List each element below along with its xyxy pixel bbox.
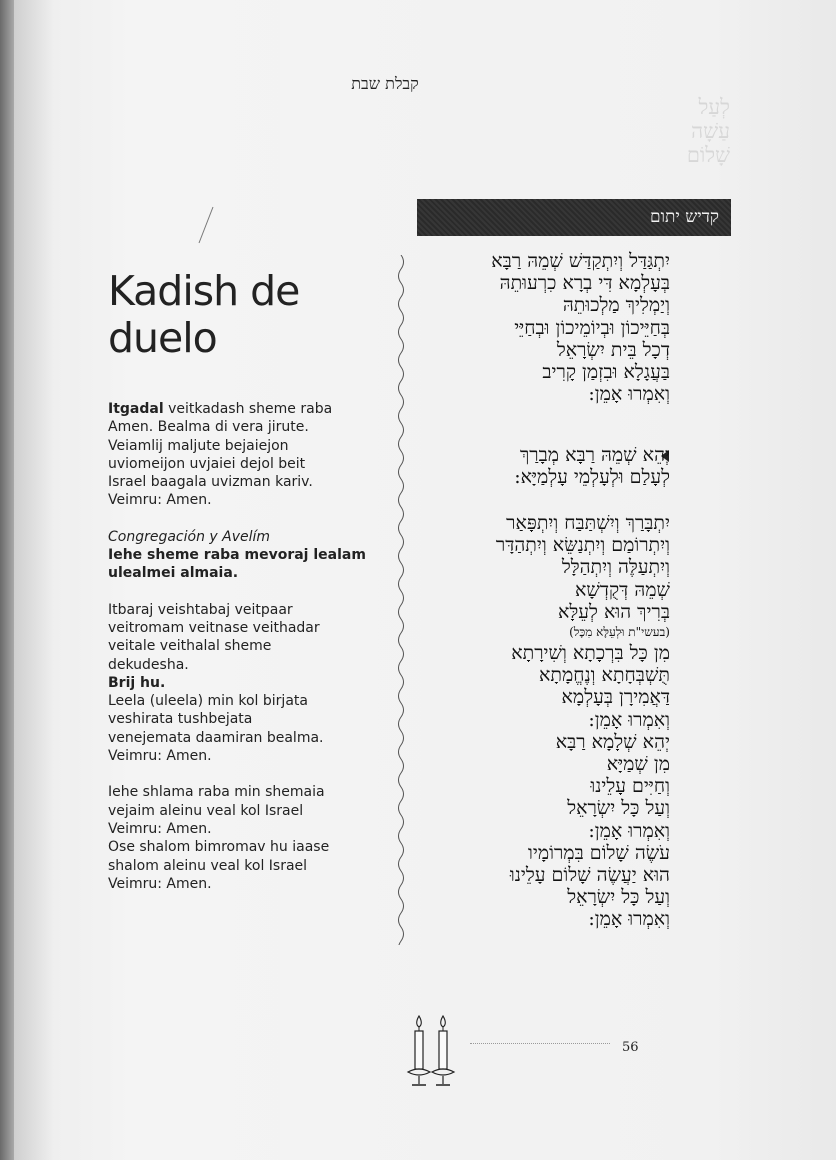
congregation-label: Congregación y Avelím [108,528,271,545]
verse-line: vejaim aleinu veal kol Israel [108,802,304,819]
hebrew-line: יִתְגַּדַּל וְיִתְקַדַּשׁ שְׁמֵהּ רַבָּא [491,250,670,272]
hebrew-line: תֻּשְׁבְּחָתָא וְנֶחֱמָתָא [538,664,670,687]
verse-line: veitkadash sheme raba [163,401,333,417]
hebrew-line: בַּעֲגָלָא וּבִזְמַן קָרִיב [542,361,670,384]
hebrew-line: וְאִמְרוּ אָמֵן: [588,819,670,842]
hebrew-line: הוּא יַעֲשֶׂה שָׁלוֹם עָלֵינוּ [509,864,670,887]
title-line-2: duelo [108,314,217,362]
hebrew-line: וְאִמְרוּ אָמֵן: [588,908,670,931]
candles-icon [404,1010,460,1088]
hebrew-line: וְיִתְעַלֶּה וְיִתְהַלָּל [561,556,670,579]
hebrew-line: בְּחַיֵּיכוֹן וּבְיוֹמֵיכוֹן וּבְחַיֵּי [514,316,670,339]
running-header: קבלת שבת [351,74,419,93]
hebrew-line: יְהֵא שְׁלָמָא רַבָּא [555,730,670,753]
hebrew-note: (בעשי"ת וּלְעֵלָּא מִכָּל) [569,625,670,640]
verse-block-3 [108,601,383,766]
hebrew-line: לְעָלַם וּלְעָלְמֵי עָלְמַיָּא: [514,466,670,489]
hebrew-line: שְׁמֵהּ דְּקֻדְשָׁא [575,578,670,601]
verse-line: veitale veithalal sheme [108,638,272,655]
verse-line: Iehe shlama raba min shemaia [108,784,325,801]
verse-line: shalom aleinu veal kol Israel [108,857,308,874]
hebrew-line: עֹשֶׂה שָׁלוֹם בִּמְרוֹמָיו [528,841,670,864]
hebrew-line: בְּעָלְמָא דִּי בְרָא כִרְעוּתֵהּ [499,272,670,295]
verse-line: veshirata tushbejata [108,711,253,728]
verse-line: Veiamlij maljute bejaiejon [108,437,289,454]
verse-line: Amen. Bealma di vera jirute. [108,419,309,436]
page-title [108,268,368,362]
transliteration-column [108,400,383,893]
hebrew-line: וְעַל כָּל יִשְׂרָאֵל [567,797,670,820]
hebrew-line: וְאִמְרוּ אָמֵן: [588,708,670,731]
hebrew-line: וְאִמְרוּ אָמֵן: [588,383,670,406]
page-number: 56 [622,1040,639,1055]
bleed-through-text: לְעַל עַשָׁה שָׁלוֹם [686,95,730,167]
hebrew-line: וְחַיִּים עָלֵינוּ [590,775,670,798]
section-header-bar [417,199,731,236]
hebrew-paragraph-2 [420,444,670,488]
verse-first-word: Itgadal [108,401,164,417]
verse-line: Itbaraj veishtabaj veitpaar [108,601,293,618]
hebrew-line: יִתְבָּרַךְ וְיִשְׁתַּבַּח וְיִתְפָּאַר [506,512,670,534]
verse-line: Brij hu. [108,674,166,691]
verse-line: Veimru: Amen. [108,492,212,509]
verse-line: Veimru: Amen. [108,820,212,837]
verse-block-1 [108,400,383,510]
footer-rule [470,1043,610,1044]
verse-line: ulealmei almaia. [108,565,239,582]
verse-line: uviomeijon uvjaiei dejol beit [108,455,306,472]
verse-line: dekudesha. [108,656,189,673]
section-header-text: קדיש יתום [650,207,719,227]
verse-line: Leela (uleela) min kol birjata [108,693,308,710]
title-line-1: Kadish de [108,267,300,315]
hebrew-paragraph-1 [420,250,670,405]
verse-block-4 [108,783,383,893]
hebrew-line: דַּאֲמִירָן בְּעָלְמָא [561,686,670,709]
wavy-divider [393,255,409,945]
hebrew-line: יְהֵא שְׁמֵהּ רַבָּא מְבָרַךְ [519,444,670,466]
hebrew-line: דְכָל בֵּית יִשְׂרָאֵל [556,338,670,361]
hebrew-line: וְעַל כָּל יִשְׂרָאֵל [567,886,670,909]
verse-line: Veimru: Amen. [108,875,212,892]
hebrew-line: מִן כָּל בִּרְכָתָא וְשִׁירָתָא [511,642,670,665]
book-spine [0,0,14,1160]
verse-line: Israel baagala uvizman kariv. [108,474,313,491]
verse-line: veitromam veitnase veithadar [108,619,320,636]
hebrew-line: בְּרִיךְ הוּא לְעֵלָּא [557,600,670,623]
hebrew-paragraph-3 [420,512,670,931]
verse-block-2 [108,528,383,583]
verse-line: Ose shalom bimromav hu iaase [108,839,330,856]
pencil-mark [195,205,215,245]
verse-line: venejemata daamiran bealma. [108,729,324,746]
verse-line: Iehe sheme raba mevoraj lealam [108,547,366,564]
hebrew-line: וְיִתְרוֹמַם וְיִתְנַשֵּׂא וְיִתְהַדָּר [495,534,670,557]
verse-line: Veimru: Amen. [108,748,212,765]
hebrew-line: וְיַמְלִיךְ מַלְכוּתֵהּ [562,294,670,317]
hebrew-line: מִן שְׁמַיָּא [606,753,670,776]
